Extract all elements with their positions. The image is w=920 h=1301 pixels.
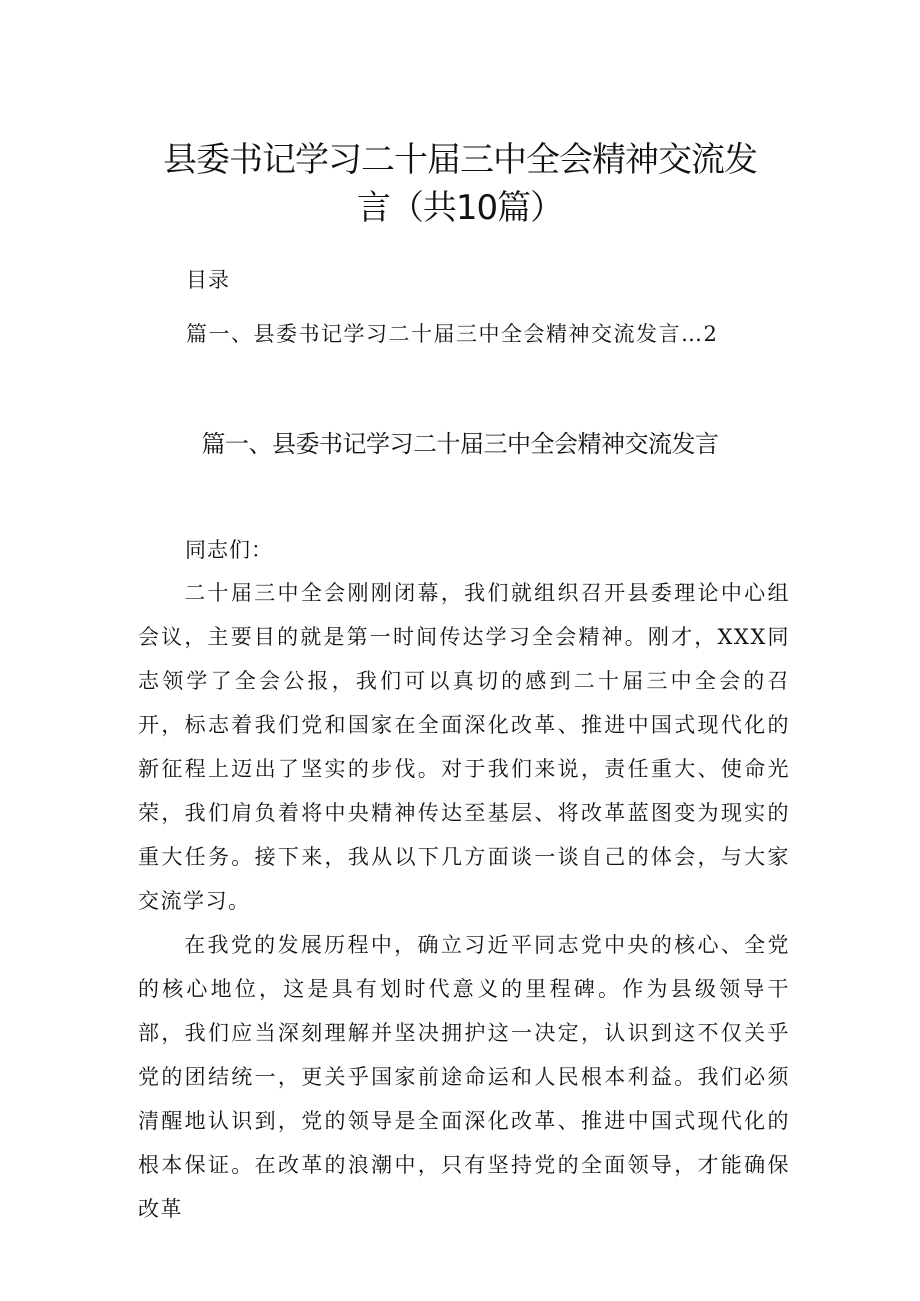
- section-title: 篇一、县委书记学习二十届三中全会精神交流发言: [201, 430, 719, 458]
- body-text: [138, 571, 790, 1231]
- salutation: 同志们：: [185, 538, 273, 562]
- document-title: 县委书记学习二十届三中全会精神交流发言（共10篇）: [163, 140, 757, 228]
- paragraph: 二十届三中全会刚刚闭幕，我们就组织召开县委理论中心组会议，主要目的就是第一时间传达学习全会精神。刚才，XXX同志领学了全会公报，我们可以真切的感到二十届三中全会的召开，标志着我们党和国家在全面深化改革、推进中国式现代化的新征程上迈出了坚实的步伐。对于我们来说，责任重大、使命光荣，我们肩负着将中央精神传达至基层、将改革蓝图变为现实的重大任务。接下来，我从以下几方面谈一谈自己的体会，与大家交流学习。: [138, 581, 790, 913]
- toc-entry[interactable]: 篇一、县委书记学习二十届三中全会精神交流发言…2: [186, 322, 719, 346]
- paragraph: 在我党的发展历程中，确立习近平同志党中央的核心、全党的核心地位，这是具有划时代意义的里程碑。作为县级领导干部，我们应当深刻理解并坚决拥护这一决定，认识到这不仅关乎党的团结统一，更关乎国家前途命运和人民根本利益。我们必须清醒地认识到，党的领导是全面深化改革、推进中国式现代化的根本保证。在改革的浪潮中，只有坚持党的全面领导，才能确保改革: [138, 933, 790, 1221]
- toc-heading: 目录: [186, 268, 230, 292]
